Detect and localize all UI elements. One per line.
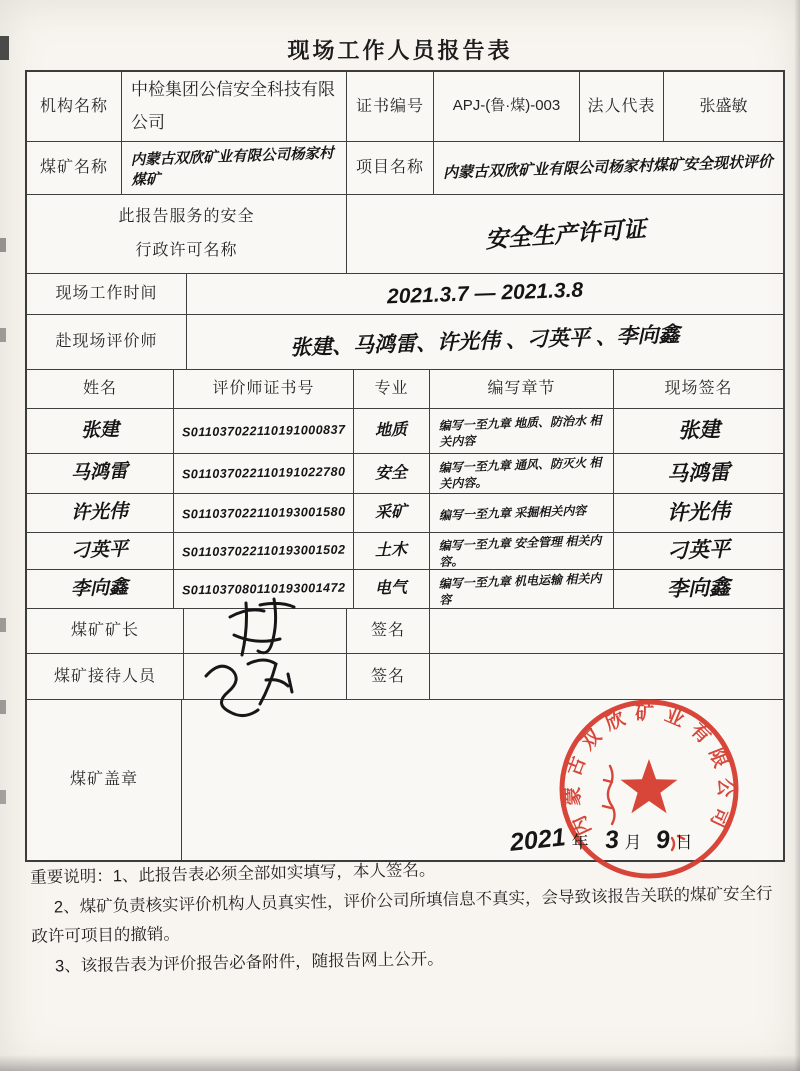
license-label: 此报告服务的安全 行政许可名称 xyxy=(27,195,347,273)
date-year: 2021 xyxy=(508,823,567,857)
scan-edge-shade xyxy=(0,1055,800,1071)
project-name-value: 内蒙古双欣矿业有限公司杨家村煤矿安全现状评价 xyxy=(442,153,774,182)
worktime-label: 现场工作时间 xyxy=(27,274,187,314)
note-line: 重要说明：1、此报告表必须全部如实填写，本人签名。 xyxy=(30,861,436,887)
table-header-row xyxy=(27,370,783,409)
receptionist-sign-empty xyxy=(430,654,783,699)
cert-no-label: 证书编号 xyxy=(347,72,434,141)
report-form-table xyxy=(25,70,785,862)
row-license xyxy=(27,195,783,274)
evaluator-cert: S011037022110193001502 xyxy=(174,533,354,569)
scan-edge-shade xyxy=(794,0,800,1071)
evaluators-label: 赴现场评价师 xyxy=(27,315,187,369)
row-stamp xyxy=(27,700,783,860)
date-month-unit: 月 xyxy=(624,833,642,852)
note-line: 3、该报告表为评价报告必备附件，随报告网上公开。 xyxy=(54,950,444,976)
receptionist-label: 煤矿接待人员 xyxy=(27,654,184,699)
evaluator-chapters: 编写一至九章 采掘相关内容 xyxy=(430,494,614,532)
row-evaluators xyxy=(27,315,783,370)
evaluator-name: 李向鑫 xyxy=(27,570,174,608)
scan-artifact xyxy=(0,238,6,252)
row-worktime xyxy=(27,274,783,315)
scan-artifact xyxy=(0,618,6,632)
stamp-area xyxy=(182,700,783,860)
mine-name-value: 内蒙古双欣矿业有限公司杨家村煤矿 xyxy=(122,142,347,194)
legal-rep-value: 张盛敏 xyxy=(699,97,748,115)
legal-rep-label: 法人代表 xyxy=(580,72,664,141)
row-mine-project xyxy=(27,142,783,195)
sign-label: 签名 xyxy=(347,609,430,653)
evaluators-value: 张建、马鸿雷、许光伟 、刁英平 、李向鑫 xyxy=(289,323,681,361)
header-cert: 评价师证书号 xyxy=(174,370,354,408)
scan-artifact xyxy=(0,36,9,60)
evaluator-signature: 张建 xyxy=(677,418,720,443)
org-name-value: 中检集团公信安全科技有限公司 xyxy=(122,72,347,141)
scan-artifact xyxy=(0,700,6,714)
evaluator-cert: S011037022110191000837 xyxy=(174,409,354,453)
seal-star-icon xyxy=(621,759,678,813)
stamp-label: 煤矿盖章 xyxy=(27,700,182,860)
evaluator-name: 马鸿雷 xyxy=(27,454,174,493)
evaluator-name: 张建 xyxy=(27,409,174,453)
mine-name-label: 煤矿名称 xyxy=(27,142,122,194)
date-year-unit: 年 xyxy=(571,833,589,852)
evaluator-name: 许光伟 xyxy=(27,494,174,532)
evaluator-signature: 李向鑫 xyxy=(666,576,731,602)
evaluator-chapters: 编写一至九章 通风、防灭火 相关内容。 xyxy=(430,454,614,493)
sign-label: 签名 xyxy=(347,654,430,699)
table-row xyxy=(27,454,783,494)
evaluator-signature: 刁英平 xyxy=(666,538,731,564)
table-row xyxy=(27,494,783,533)
header-name: 姓名 xyxy=(27,370,174,408)
evaluator-signature: 马鸿雷 xyxy=(666,460,731,486)
scan-artifact xyxy=(0,328,6,342)
mine-manager-sign-empty xyxy=(430,609,783,653)
project-name-label: 项目名称 xyxy=(347,142,434,194)
header-sign: 现场签名 xyxy=(664,380,733,397)
header-major: 专业 xyxy=(354,370,430,408)
evaluator-major: 采矿 xyxy=(354,494,430,532)
table-row xyxy=(27,570,783,609)
evaluator-cert: S011037080110193001472 xyxy=(174,570,354,608)
org-name-label: 机构名称 xyxy=(27,72,122,141)
table-row xyxy=(27,409,783,454)
date-month: 3 xyxy=(603,825,620,855)
receptionist-signature-cell xyxy=(184,654,347,699)
evaluator-major: 电气 xyxy=(354,570,430,608)
worktime-value: 2021.3.7 — 2021.3.8 xyxy=(386,278,584,309)
important-notes xyxy=(30,850,774,983)
evaluator-major: 安全 xyxy=(354,454,430,493)
scan-artifact xyxy=(0,790,6,804)
evaluator-chapters: 编写一至九章 地质、防治水 相关内容 xyxy=(430,409,614,453)
evaluator-major: 地质 xyxy=(354,409,430,453)
evaluator-chapters: 编写一至九章 安全管理 相关内容。 xyxy=(430,533,614,569)
page-title: 现场工作人员报告表 xyxy=(287,38,513,63)
evaluator-major: 土木 xyxy=(354,533,430,569)
header-chapters: 编写章节 xyxy=(430,370,614,408)
mine-manager-label: 煤矿矿长 xyxy=(27,609,184,653)
date-day-unit: 日 xyxy=(675,833,693,852)
date-day: 9 xyxy=(654,825,671,855)
evaluator-cert: S011037022110191022780 xyxy=(174,454,354,493)
evaluator-cert: S011037022110193001580 xyxy=(174,494,354,532)
cert-no-value: APJ-(鲁·煤)-003 xyxy=(434,72,580,141)
evaluator-chapters: 编写一至九章 机电运输 相关内容 xyxy=(430,570,614,608)
row-organization xyxy=(27,72,783,142)
evaluator-name: 刁英平 xyxy=(27,533,174,569)
license-value: 安全生产许可证 xyxy=(483,215,647,253)
evaluator-signature: 许光伟 xyxy=(666,500,731,526)
table-row xyxy=(27,533,783,570)
row-mine-manager xyxy=(27,609,783,654)
seal-company-text: 内蒙古双欣矿业有限公司 xyxy=(561,702,737,839)
note-line: 2、煤矿负责核实评价机构人员真实性，评价公司所填信息不真实，会导致该报告关联的煤矿安全行政许可项目的撤销。 xyxy=(31,884,773,947)
